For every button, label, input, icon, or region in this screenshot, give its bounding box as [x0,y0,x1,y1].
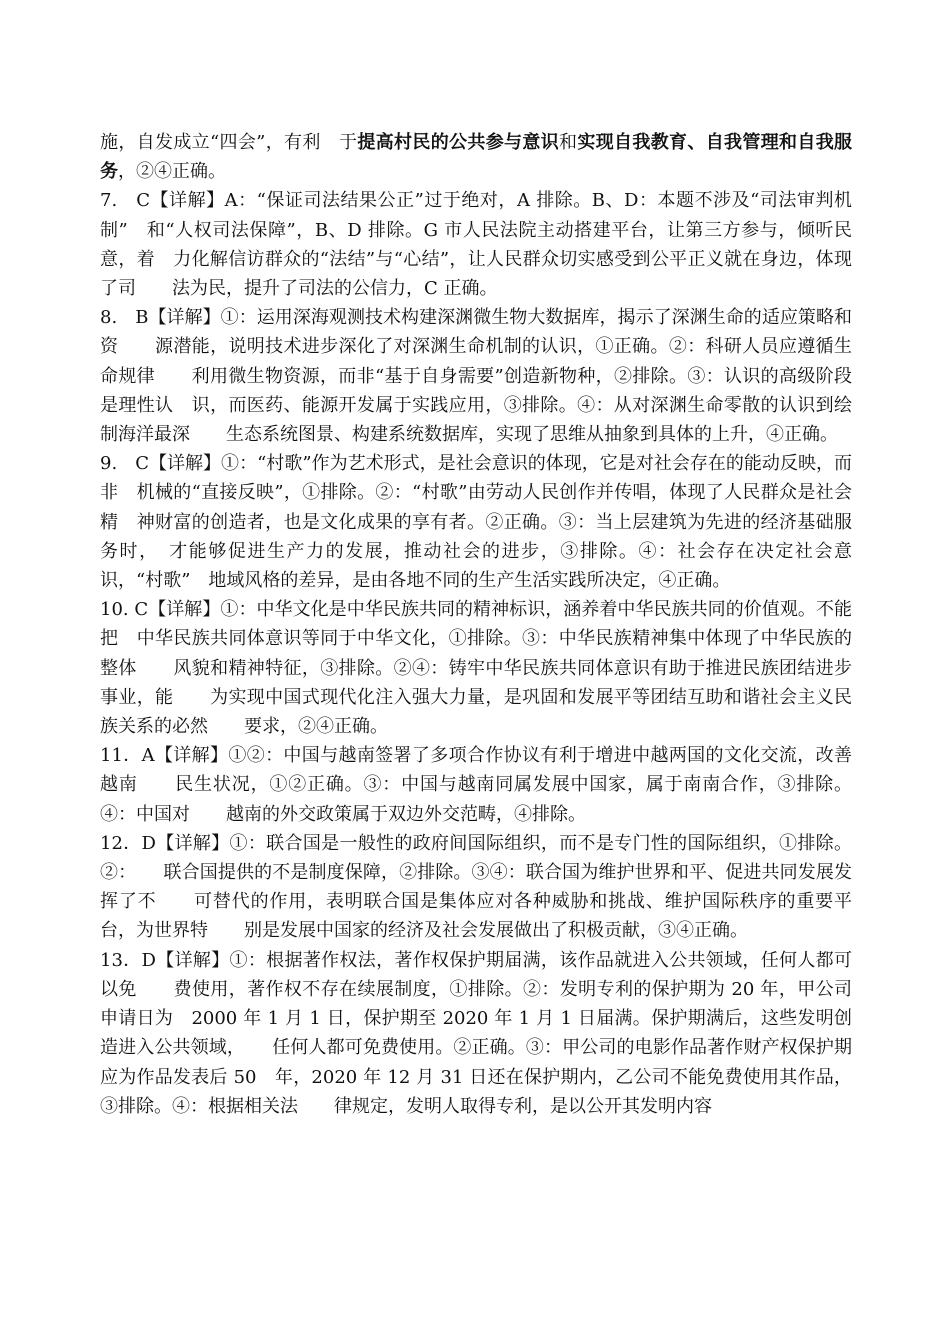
answer-explanations [100,128,852,1121]
text-segment: 9. C【详解】①：“村歌”作为艺术形式，是社会意识的体现，它是对社会存在的能动反映，而非 机械的“直接反映”，①排除。②：“村歌”由劳动人民创作并传唱，体现了人民群众是社会精 神财富的创造者，也是文化成果的享有者。②正确。③：当上层建筑为先进的经济基础服务时， 才能够促进生产力的发展，推动社会的进步，③排除。④：社会存在决定社会意识，“村歌” 地域风格的差异，是由各地不同的生产生活实践所决定，④正确。 [100,453,852,592]
text-segment: 10. C【详解】①：中华文化是中华民族共同的精神标识，涵养着中华民族共同的价值观。不能把 中华民族共同体意识等同于中华文化，①排除。③：中华民族精神集中体现了中华民族的整体 风貌和精神特征，③排除。②④：铸牢中华民族共同体意识有助于推进民族团结进步事业，能 为实现中国式现代化注入强大力量，是巩固和发展平等团结互助和谐社会主义民族关系的必然 要求，②④正确。 [100,599,852,738]
text-segment: 7. C【详解】A：“保证司法结果公正”过于绝对，A 排除。B、D：本题不涉及“司法审判机制” 和“人权司法保障”，B、D 排除。G 市人民法院主动搭建平台，让第三方参与，倾听民意，着 力化解信访群众的“法结”与“心结”，让人民群众切实感受到公平正义就在身边，体现了司 法为民，提升了司法的公信力，C 正确。 [100,190,852,300]
text-segment: 13．D【详解】①：根据著作权法，著作权保护期届满，该作品就进入公共领域，任何人都可以免 费使用，著作权不存在续展制度，①排除。②：发明专利的保护期为 20 年，甲公司申请日为 2000 年 1 月 1 日，保护期至 2020 年 1 月 1 日届满。保护期满后，这些发明创造进入公共领域， 任何人都可免费使用。②正确。③：甲公司的电影作品著作财产权保护期应为作品发表后 50 年，2020 年 12 月 31 日还在保护期内，乙公司不能免费使用其作品，③排除。④：根据相关法 律规定，发明人取得专利，是以公开其发明内容 [100,949,852,1117]
paragraph-q11 [100,741,852,829]
paragraph-q9 [100,449,852,595]
paragraph-q12 [100,829,852,946]
text-segment: 和 [559,132,578,153]
text-segment-bold: 实现自我教育、自我管理和自我服务 [100,132,853,183]
paragraph-q10 [100,595,852,741]
text-segment: 12．D【详解】①：联合国是一般性的政府间国际组织，而不是专门性的国际组织，①排除。②： 联合国提供的不是制度保障，②排除。③④：联合国为维护世界和平、促进共同发展发挥了不 可替代的作用，表明联合国是集体应对各种威胁和挑战、维护国际秩序的重要平台，为世界特 别是发展中国家的经济及社会发展做出了积极贡献，③④正确。 [100,832,852,942]
paragraph-q13 [100,946,852,1121]
text-segment: 8. B【详解】①：运用深海观测技术构建深渊微生物大数据库，揭示了深渊生命的适应策略和资 源潜能，说明技术进步深化了对深渊生命机制的认识，①正确。②：科研人员应遵循生命规律 利用微生物资源，而非“基于自身需要”创造新物种，②排除。③：认识的高级阶段是理性认 识，而医药、能源开发属于实践应用，③排除。④：从对深渊生命零散的认识到绘制海洋最深 生态系统图景、构建系统数据库，实现了思维从抽象到具体的上升，④正确。 [100,307,852,446]
text-segment-bold: 提高村民的公共参与意识 [357,132,560,153]
text-segment: 施，自发成立“四会”，有利 于 [100,132,358,153]
paragraph-q7 [100,186,852,303]
paragraph-q8 [100,303,852,449]
text-segment: ，②④正确。 [118,161,226,183]
paragraph-q6-tail [100,128,852,186]
text-segment: 11．A【详解】①②：中国与越南签署了多项合作协议有利于增进中越两国的文化交流，改善越南 民生状况，①②正确。③：中国与越南同属发展中国家，属于南南合作，③排除。④：中国对 越南的外交政策属于双边外交范畴，④排除。 [100,745,852,825]
